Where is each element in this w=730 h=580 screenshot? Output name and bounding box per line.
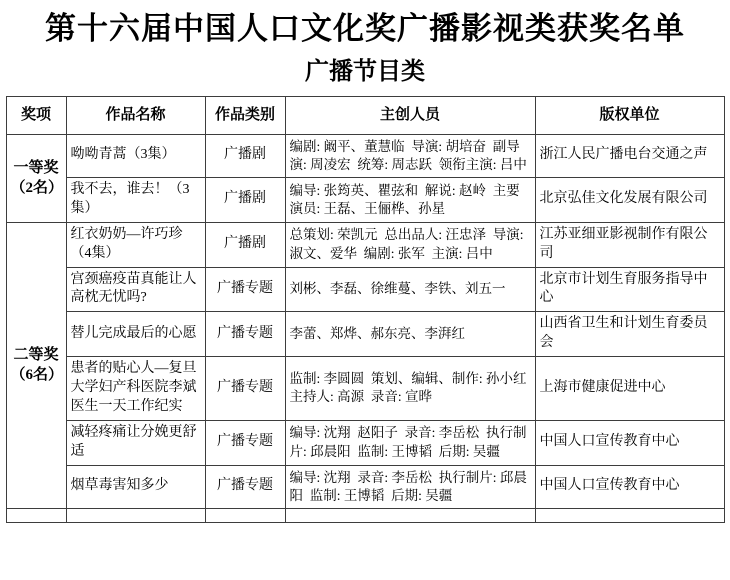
work-category-cell: 广播剧 (205, 222, 285, 267)
header-award: 奖项 (6, 96, 66, 134)
work-title-cell: 减轻疼痛让分娩更舒适 (66, 420, 205, 465)
work-title-cell: 呦呦青蒿（3集） (66, 134, 205, 177)
table-row (6, 312, 724, 357)
awards-table-body (6, 134, 724, 522)
creators-cell: 编导: 张筠英、瞿弦和 解说: 赵岭 主要演员: 王磊、王俪桦、孙星 (285, 178, 535, 223)
work-category-cell: 广播专题 (205, 357, 285, 421)
work-category-cell: 广播专题 (205, 312, 285, 357)
header-title: 作品名称 (66, 96, 205, 134)
page-subtitle: 广播节目类 (305, 59, 425, 86)
copyright-cell: 江苏亚细亚影视制作有限公司 (535, 222, 724, 267)
copyright-cell: 中国人口宣传教育中心 (535, 465, 724, 508)
empty-cell (535, 509, 724, 523)
table-row (6, 465, 724, 508)
award-tier-count: （2名） (10, 180, 64, 197)
table-row (6, 222, 724, 267)
awards-table (6, 96, 725, 523)
work-title-cell: 患者的贴心人—复旦大学妇产科医院李斌医生一天工作纪实 (66, 357, 205, 421)
creators-cell: 编导: 沈翔 录音: 李岳松 执行制片: 邱晨阳 监制: 王博韬 后期: 吴疆 (285, 465, 535, 508)
work-title-cell: 红衣奶奶—许巧珍（4集） (66, 222, 205, 267)
work-title-cell: 烟草毒害知多少 (66, 465, 205, 508)
page-title: 第十六届中国人口文化奖广播影视类获奖名单 (45, 11, 685, 46)
table-row (6, 178, 724, 223)
creators-cell: 总策划: 荣凯元 总出品人: 汪忠泽 导演: 淑文、爱华 编剧: 张军 主演: 吕中 (285, 222, 535, 267)
copyright-cell: 浙江人民广播电台交通之声 (535, 134, 724, 177)
creators-cell: 李蕾、郑烨、郝东亮、李湃红 (285, 312, 535, 357)
awards-table-header (6, 96, 724, 134)
creators-cell: 刘彬、李磊、徐维蔓、李铁、刘五一 (285, 267, 535, 312)
work-title-cell: 宫颈癌疫苗真能让人高枕无忧吗? (66, 267, 205, 312)
empty-cell (6, 509, 66, 523)
table-row (6, 420, 724, 465)
header-creators: 主创人员 (285, 96, 535, 134)
creators-cell: 编导: 沈翔 赵阳子 录音: 李岳松 执行制片: 邱晨阳 监制: 王博韬 后期: 吴疆 (285, 420, 535, 465)
award-tier-cell (6, 134, 66, 222)
work-category-cell: 广播专题 (205, 420, 285, 465)
empty-cell (66, 509, 205, 523)
copyright-cell: 中国人口宣传教育中心 (535, 420, 724, 465)
work-category-cell: 广播专题 (205, 465, 285, 508)
table-row-partial (6, 509, 724, 523)
creators-cell: 监制: 李圆圆 策划、编辑、制作: 孙小红 主持人: 高源 录音: 宣晔 (285, 357, 535, 421)
empty-cell (285, 509, 535, 523)
award-tier-count: （6名） (10, 367, 64, 384)
work-category-cell: 广播专题 (205, 267, 285, 312)
work-title-cell: 我不去，谁去！（3集） (66, 178, 205, 223)
award-tier-label: 二等奖 (13, 347, 59, 364)
table-row (6, 134, 724, 177)
copyright-cell: 山西省卫生和计划生育委员会 (535, 312, 724, 357)
table-row (6, 267, 724, 312)
copyright-cell: 北京弘佳文化发展有限公司 (535, 178, 724, 223)
work-title-cell: 替儿完成最后的心愿 (66, 312, 205, 357)
creators-cell: 编剧: 阚平、董慧临 导演: 胡培奋 副导演: 周凌宏 统筹: 周志跃 领衔主演: 吕中 (285, 134, 535, 177)
work-category-cell: 广播剧 (205, 134, 285, 177)
award-tier-cell (6, 222, 66, 508)
header-copyright: 版权单位 (535, 96, 724, 134)
header-category: 作品类别 (205, 96, 285, 134)
table-row (6, 357, 724, 421)
empty-cell (205, 509, 285, 523)
copyright-cell: 北京市计划生育服务指导中心 (535, 267, 724, 312)
copyright-cell: 上海市健康促进中心 (535, 357, 724, 421)
award-tier-label: 一等奖 (13, 159, 59, 176)
header-row (6, 96, 724, 134)
work-category-cell: 广播剧 (205, 178, 285, 223)
